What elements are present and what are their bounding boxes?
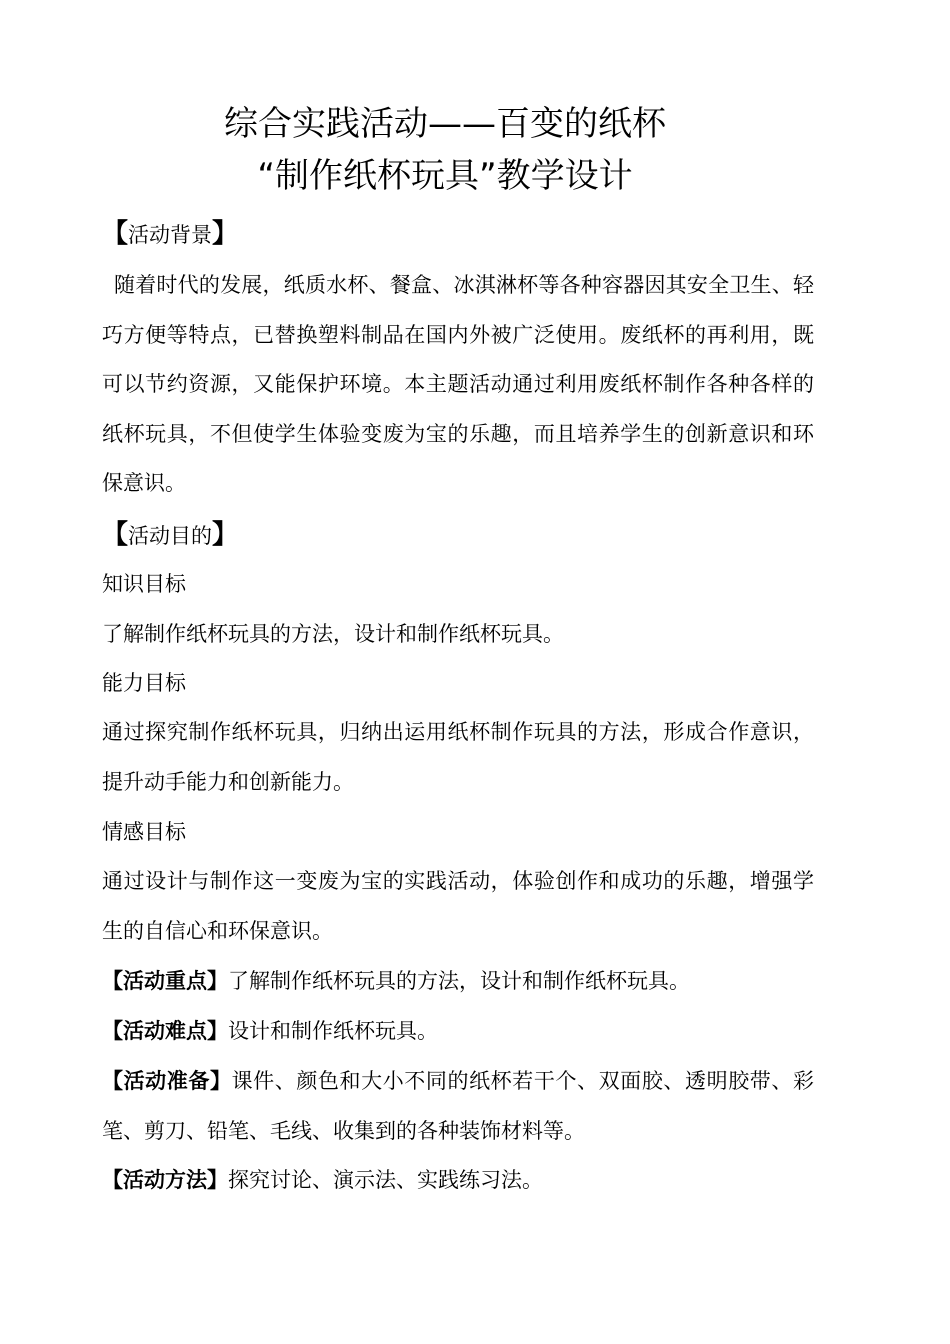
key-point-label: 【活动重点】 — [102, 968, 228, 993]
section-heading-label: 活动目的 — [128, 524, 213, 548]
bracket-right: 】 — [212, 520, 239, 550]
ability-goal-text: 通过探究制作纸杯玩具，归纳出运用纸杯制作玩具的方法，形成合作意识，提升动手能力和创新能力。 — [102, 720, 814, 794]
document-title-line-2: “制作纸杯玩具”教学设计 — [257, 156, 633, 196]
difficulty-label: 【活动难点】 — [102, 1018, 228, 1043]
bracket-left: 【 — [102, 520, 129, 550]
difficulty-text: 设计和制作纸杯玩具。 — [228, 1019, 438, 1043]
preparation-row — [102, 1056, 814, 1156]
section-heading-goals — [102, 520, 238, 551]
emotion-goal-text: 通过设计与制作这一变废为宝的实践活动，体验创作和成功的乐趣，增强学生的自信心和环保意识。 — [102, 869, 814, 943]
section-heading-background — [102, 219, 238, 250]
method-text: 探究讨论、演示法、实践练习法。 — [228, 1168, 543, 1192]
method-row — [102, 1165, 810, 1195]
background-paragraph: 随着时代的发展，纸质水杯、餐盒、冰淇淋杯等各种容器因其安全卫生、轻巧方便等特点，已替换塑料制品在国内外被广泛使用。废纸杯的再利用，既可以节约资源，又能保护环境。本主题活动通过利用废纸杯制作各种各样的纸杯玩具，不但使学生体验变废为宝的乐趣，而且培养学生的创新意识和环保意识。 — [102, 273, 814, 495]
difficulty-row — [102, 1016, 810, 1046]
preparation-label: 【活动准备】 — [102, 1068, 232, 1093]
section-heading-label: 活动背景 — [128, 223, 213, 247]
key-point-row — [102, 966, 810, 996]
key-point-text: 了解制作纸杯玩具的方法，设计和制作纸杯玩具。 — [228, 969, 690, 993]
emotion-goal-title: 情感目标 — [102, 820, 186, 844]
method-label: 【活动方法】 — [102, 1167, 228, 1192]
preparation-text: 课件、颜色和大小不同的纸杯若干个、双面胶、透明胶带、彩笔、剪刀、铅笔、毛线、收集到的各种装饰材料等。 — [102, 1069, 814, 1143]
document-title-line-1: 综合实践活动——百变的纸杯 — [224, 104, 666, 144]
knowledge-goal-text: 了解制作纸杯玩具的方法，设计和制作纸杯玩具。 — [102, 622, 564, 646]
bracket-left: 【 — [102, 219, 129, 249]
knowledge-goal-title: 知识目标 — [102, 572, 186, 596]
bracket-right: 】 — [212, 219, 239, 249]
ability-goal-title: 能力目标 — [102, 671, 186, 695]
